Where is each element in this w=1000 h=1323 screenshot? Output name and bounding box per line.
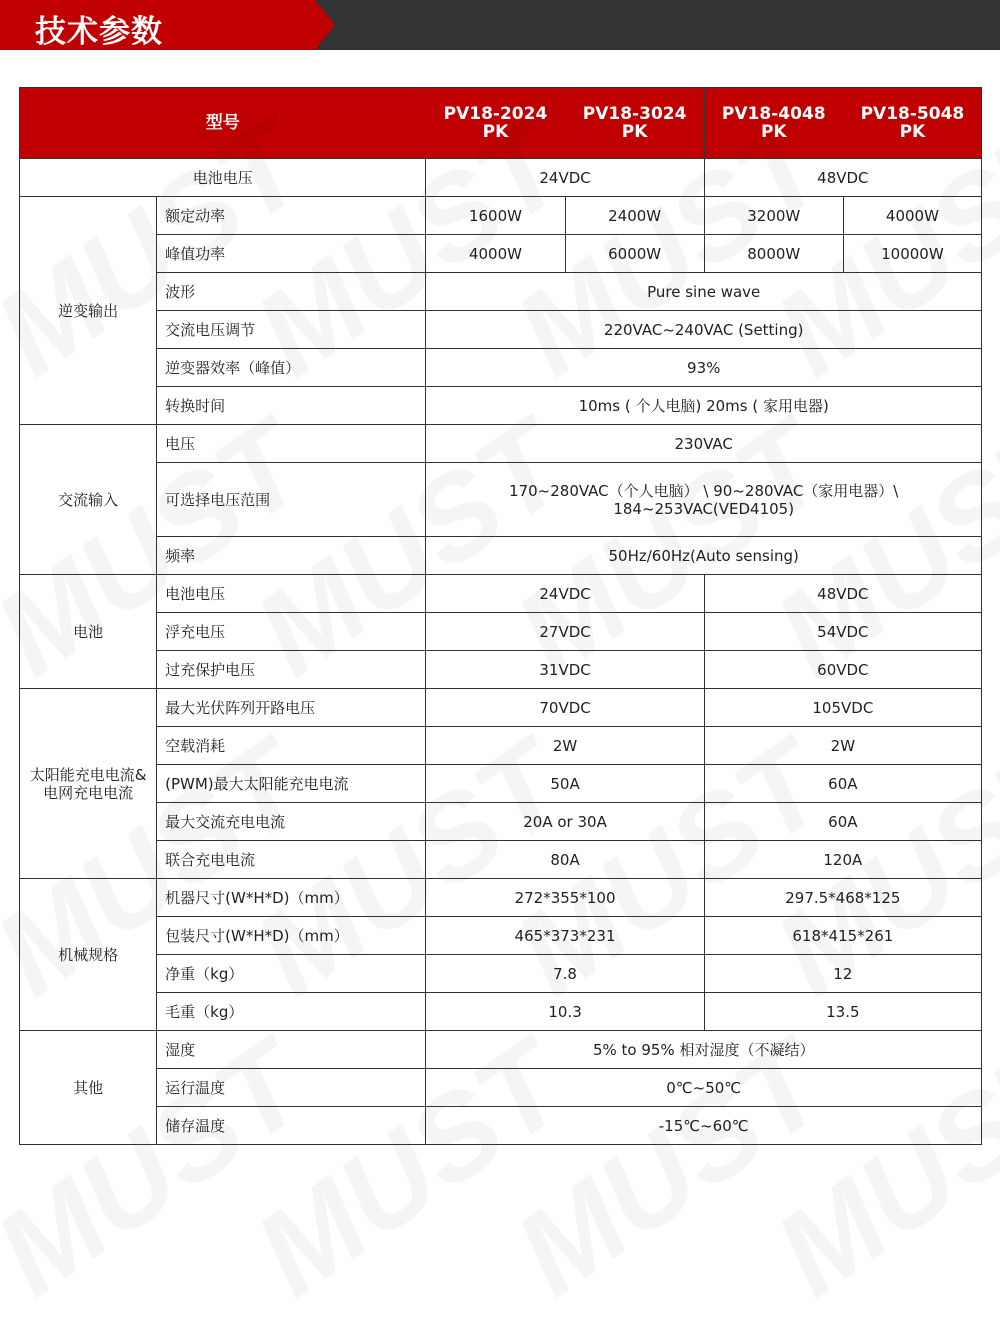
page-title: 技术参数 [35, 14, 163, 50]
row-label: 波形 [157, 273, 426, 311]
title-banner [0, 0, 1000, 50]
table-row [20, 1031, 982, 1069]
table-row [20, 879, 982, 917]
row-value: 50A [426, 765, 704, 803]
table-row [20, 273, 982, 311]
row-label: 包装尺寸(W*H*D)（mm） [157, 917, 426, 955]
row-value: 618*415*261 [704, 917, 981, 955]
table-row [20, 955, 982, 993]
row-value: 31VDC [426, 651, 704, 689]
table-row [20, 689, 982, 727]
row-value: 2W [704, 727, 981, 765]
row-value: 120A [704, 841, 981, 879]
row-value: 10.3 [426, 993, 704, 1031]
row-label: (PWM)最大太阳能充电电流 [157, 765, 426, 803]
section-label: 机械规格 [20, 879, 157, 1031]
model-header: PV18-4048 PK [704, 88, 843, 159]
table-row [20, 575, 982, 613]
row-value: 93% [426, 349, 982, 387]
row-value: Pure sine wave [426, 273, 982, 311]
section-label: 交流输入 [20, 425, 157, 575]
row-label: 额定动率 [157, 197, 426, 235]
row-label: 电池电压 [157, 575, 426, 613]
row-value: 10ms ( 个人电脑) 20ms ( 家用电器) [426, 387, 982, 425]
row-label: 运行温度 [157, 1069, 426, 1107]
table-row [20, 537, 982, 575]
row-value: 2400W [565, 197, 704, 235]
row-label: 净重（kg） [157, 955, 426, 993]
row-value: 50Hz/60Hz(Auto sensing) [426, 537, 982, 575]
section-label: 其他 [20, 1031, 157, 1145]
row-value: 230VAC [426, 425, 982, 463]
row-label: 电池电压 [20, 159, 426, 197]
row-value: 3200W [704, 197, 843, 235]
row-label: 转换时间 [157, 387, 426, 425]
row-label: 最大交流充电电流 [157, 803, 426, 841]
section-label: 电池 [20, 575, 157, 689]
row-label: 峰值功率 [157, 235, 426, 273]
row-label: 湿度 [157, 1031, 426, 1069]
row-value: 170~280VAC（个人电脑） \ 90~280VAC（家用电器）\ 184~253VAC(VED4105) [426, 463, 982, 537]
row-value: -15℃~60℃ [426, 1107, 982, 1145]
row-label: 频率 [157, 537, 426, 575]
table-row [20, 349, 982, 387]
row-value: 70VDC [426, 689, 704, 727]
row-label: 交流电压调节 [157, 311, 426, 349]
table-row [20, 1107, 982, 1145]
row-value: 48VDC [704, 159, 981, 197]
section-label: 太阳能充电电流&电网充电电流 [20, 689, 157, 879]
row-value: 12 [704, 955, 981, 993]
row-value: 465*373*231 [426, 917, 704, 955]
row-label: 机器尺寸(W*H*D)（mm） [157, 879, 426, 917]
table-row [20, 651, 982, 689]
table-row [20, 1069, 982, 1107]
row-value: 54VDC [704, 613, 981, 651]
row-label: 电压 [157, 425, 426, 463]
table-row [20, 727, 982, 765]
row-value: 24VDC [426, 575, 704, 613]
table-row [20, 197, 982, 235]
row-label: 浮充电压 [157, 613, 426, 651]
row-value: 24VDC [426, 159, 704, 197]
row-value: 1600W [426, 197, 565, 235]
row-label: 过充保护电压 [157, 651, 426, 689]
row-value: 8000W [704, 235, 843, 273]
spec-table [19, 87, 982, 1145]
model-header: 型号 [20, 88, 426, 159]
row-value: 60A [704, 765, 981, 803]
model-header: PV18-5048 PK [843, 88, 981, 159]
table-row [20, 765, 982, 803]
row-value: 105VDC [704, 689, 981, 727]
row-value: 4000W [843, 197, 981, 235]
model-header: PV18-2024 PK [426, 88, 565, 159]
row-value: 60A [704, 803, 981, 841]
row-value: 297.5*468*125 [704, 879, 981, 917]
row-value: 60VDC [704, 651, 981, 689]
row-value: 2W [426, 727, 704, 765]
section-label: 逆变输出 [20, 197, 157, 425]
table-row [20, 387, 982, 425]
table-row [20, 613, 982, 651]
row-label: 空载消耗 [157, 727, 426, 765]
table-header-row [20, 88, 982, 159]
table-row [20, 311, 982, 349]
row-value: 5% to 95% 相对湿度（不凝结） [426, 1031, 982, 1069]
row-value: 4000W [426, 235, 565, 273]
row-value: 10000W [843, 235, 981, 273]
table-row [20, 159, 982, 197]
table-row [20, 463, 982, 537]
row-value: 80A [426, 841, 704, 879]
row-value: 20A or 30A [426, 803, 704, 841]
row-label: 逆变器效率（峰值） [157, 349, 426, 387]
row-label: 可选择电压范围 [157, 463, 426, 537]
row-label: 联合充电电流 [157, 841, 426, 879]
row-value: 48VDC [704, 575, 981, 613]
table-row [20, 917, 982, 955]
model-header: PV18-3024 PK [565, 88, 704, 159]
table-row [20, 841, 982, 879]
table-row [20, 803, 982, 841]
row-label: 最大光伏阵列开路电压 [157, 689, 426, 727]
row-value: 6000W [565, 235, 704, 273]
row-value: 13.5 [704, 993, 981, 1031]
table-row [20, 235, 982, 273]
table-row [20, 425, 982, 463]
row-value: 27VDC [426, 613, 704, 651]
row-value: 0℃~50℃ [426, 1069, 982, 1107]
row-value: 220VAC~240VAC (Setting) [426, 311, 982, 349]
row-value: 272*355*100 [426, 879, 704, 917]
row-label: 储存温度 [157, 1107, 426, 1145]
table-row [20, 993, 982, 1031]
row-label: 毛重（kg） [157, 993, 426, 1031]
row-value: 7.8 [426, 955, 704, 993]
